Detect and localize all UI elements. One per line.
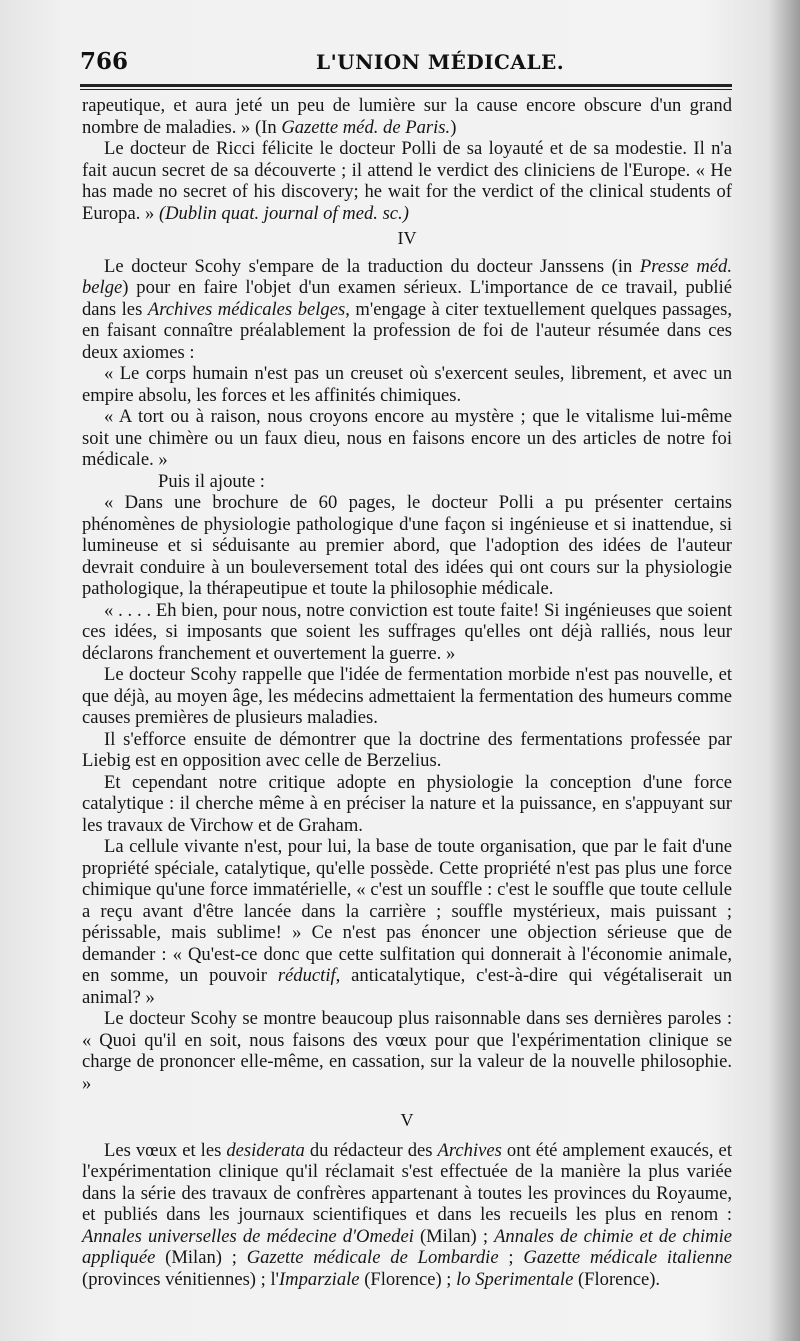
paragraph [82, 836, 732, 1008]
text-run: ) pour en faire l'objet d'un examen sérieux. L'importance de ce travail, publié dans les [82, 277, 732, 320]
text-run: (Florence). [573, 1268, 661, 1290]
text-run: Les vœux et les [104, 1139, 227, 1161]
paragraph [82, 95, 732, 138]
italic-title: lo Sperimentale [456, 1268, 574, 1290]
italic-title: Gazette médicale italienne [523, 1247, 732, 1268]
italic-word: réductif [277, 965, 336, 986]
text-run: , m'engage à citer textuellement quelques passages, en faisant connaître préalablement la profession de foi de l'auteur résumée dans ces deux axiomes : [82, 298, 732, 363]
paragraph: Le docteur Scohy rappelle que l'idée de fermentation morbide n'est pas nouvelle, et que déjà, au moyen âge, les médecins admettaient la fermentation des humeurs comme causes premières de plusieurs maladies. [82, 664, 732, 728]
italic-title: Annales de chimie et de chimie appliquée [82, 1225, 733, 1268]
italic-title: Imparziale [278, 1268, 360, 1290]
paragraph: « Dans une brochure de 60 pages, le docteur Polli a pu présenter certains phénomènes de physiologie pathologique d'une façon si ingénieuse et si inattendue, si lumineuse et si séduisante au premier abord, que l'adoption des idées de l'auteur devrait conduire à un bouleversement total des idées qui ont cours sur la physiologie pathologique, la thérapeutipue et toute la philosophie médicale. [82, 492, 732, 599]
italic-citation: (Dublin quat. journal of med. sc.) [158, 202, 409, 224]
text-run: ; [498, 1247, 524, 1268]
italic-title: Annales universelles de médecine d'Omedei [82, 1225, 414, 1247]
page-header [80, 46, 730, 78]
body-text [82, 95, 732, 1290]
italic-word: desiderata [226, 1139, 305, 1161]
text-run: du rédacteur des [304, 1139, 438, 1161]
paragraph [82, 256, 732, 364]
paragraph: « . . . . Eh bien, pour nous, notre conviction est toute faite! Si ingénieuses que soient ces idées, si imposants que soient les suffrages qu'elles ont déjà ralliés, nous leur déclarons franchement et ouvertement la guerre. » [82, 599, 732, 664]
paragraph: « A tort ou à raison, nous croyons encore au mystère ; que le vitalisme lui-même soit une chimère ou un faux dieu, nous en faisons encore un des articles de notre foi médicale. » [82, 406, 732, 470]
text-run: , anticatalytique, c'est-à-dire qui végétaliserait un animal? » [82, 965, 732, 1008]
text-run: (provinces vénitiennes) ; l' [82, 1268, 279, 1290]
paragraph [82, 138, 732, 224]
paragraph: Puis il ajoute : [158, 470, 265, 492]
italic-citation: Gazette méd. de Paris. [281, 116, 451, 138]
text-run: ) [450, 116, 457, 138]
paragraph [82, 1140, 732, 1291]
text-run: Le docteur de Ricci félicite le docteur Polli de sa loyauté et de sa modestie. Il n'a fait aucun secret de sa découverte ; il attend le verdict des cliniciens de l'Europe. « He has made no secret of his discovery; he wait for the verdict of the clinical students of Europa. » [82, 138, 732, 224]
italic-title: Presse méd. belge [82, 255, 732, 298]
section-number: IV [397, 228, 417, 248]
text-run: (Milan) ; [155, 1247, 247, 1268]
text-run: ont été amplement exaucés, et l'expérimentation clinique qu'il réclamait s'est effectuée de la manière la plus variée dans la série des travaux de confrères appartenant à toutes les provinces du Royaume, et publiés dans les journaux scientifiques et dans les recueils les plus en renom : [82, 1139, 732, 1225]
text-run: (Florence) ; [359, 1268, 457, 1290]
paragraph: Le docteur Scohy se montre beaucoup plus raisonnable dans ses dernières paroles : « Quoi qu'il en soit, nous faisons des vœux pour que l'expérimentation clinique se charge de prononcer elle-même, en cassation, sur la valeur de la nouvelle philosophie. » [82, 1008, 732, 1094]
text-run: (Milan) ; [413, 1225, 495, 1247]
running-title: L'UNION MÉDICALE. [316, 50, 565, 74]
text-run: rapeutique, et aura jeté un peu de lumière sur la cause encore obscure d'un grand nombre de maladies. » (In [82, 95, 732, 138]
paragraph: Il s'efforce ensuite de démontrer que la doctrine des fermentations professée par Liebig est en opposition avec celle de Berzelius. [82, 728, 732, 771]
italic-title: Archives médicales belges [147, 298, 346, 320]
header-rule [80, 84, 732, 90]
text-run: Le docteur Scohy s'empare de la traduction du docteur Janssens (in [104, 255, 640, 277]
paragraph: « Le corps humain n'est pas un creuset où s'exercent seules, librement, et avec un empire absolu, les forces et les affinités chimiques. [82, 363, 732, 406]
italic-title: Gazette médicale de Lombardie [246, 1247, 499, 1268]
italic-word: Archives [437, 1139, 502, 1161]
text-run: La cellule vivante n'est, pour lui, la base de toute organisation, que par le fait d'une propriété spéciale, catalytique, qu'elle possède. Cette propriété n'est pas plus une force chimique qu'une force immatérielle, « c'est un souffle : c'est le souffle que toute cellule a reçu avant d'être lancée dans la carrière ; souffle mystérieux, mais puissant ; périssable, mais sublime! » Ce n'est pas énoncer une objection sérieuse que de demander : « Qu'est-ce donc que cette sulfitation qui donnerait à l'économie animale, en somme, un pouvoir [82, 836, 732, 986]
page-number: 766 [80, 48, 129, 75]
section-number: V [400, 1110, 414, 1130]
paragraph: Et cependant notre critique adopte en physiologie la conception d'une force catalytique : il cherche même à en préciser la nature et la puissance, en s'appuyant sur les travaux de Virchow et de Graham. [82, 771, 732, 836]
